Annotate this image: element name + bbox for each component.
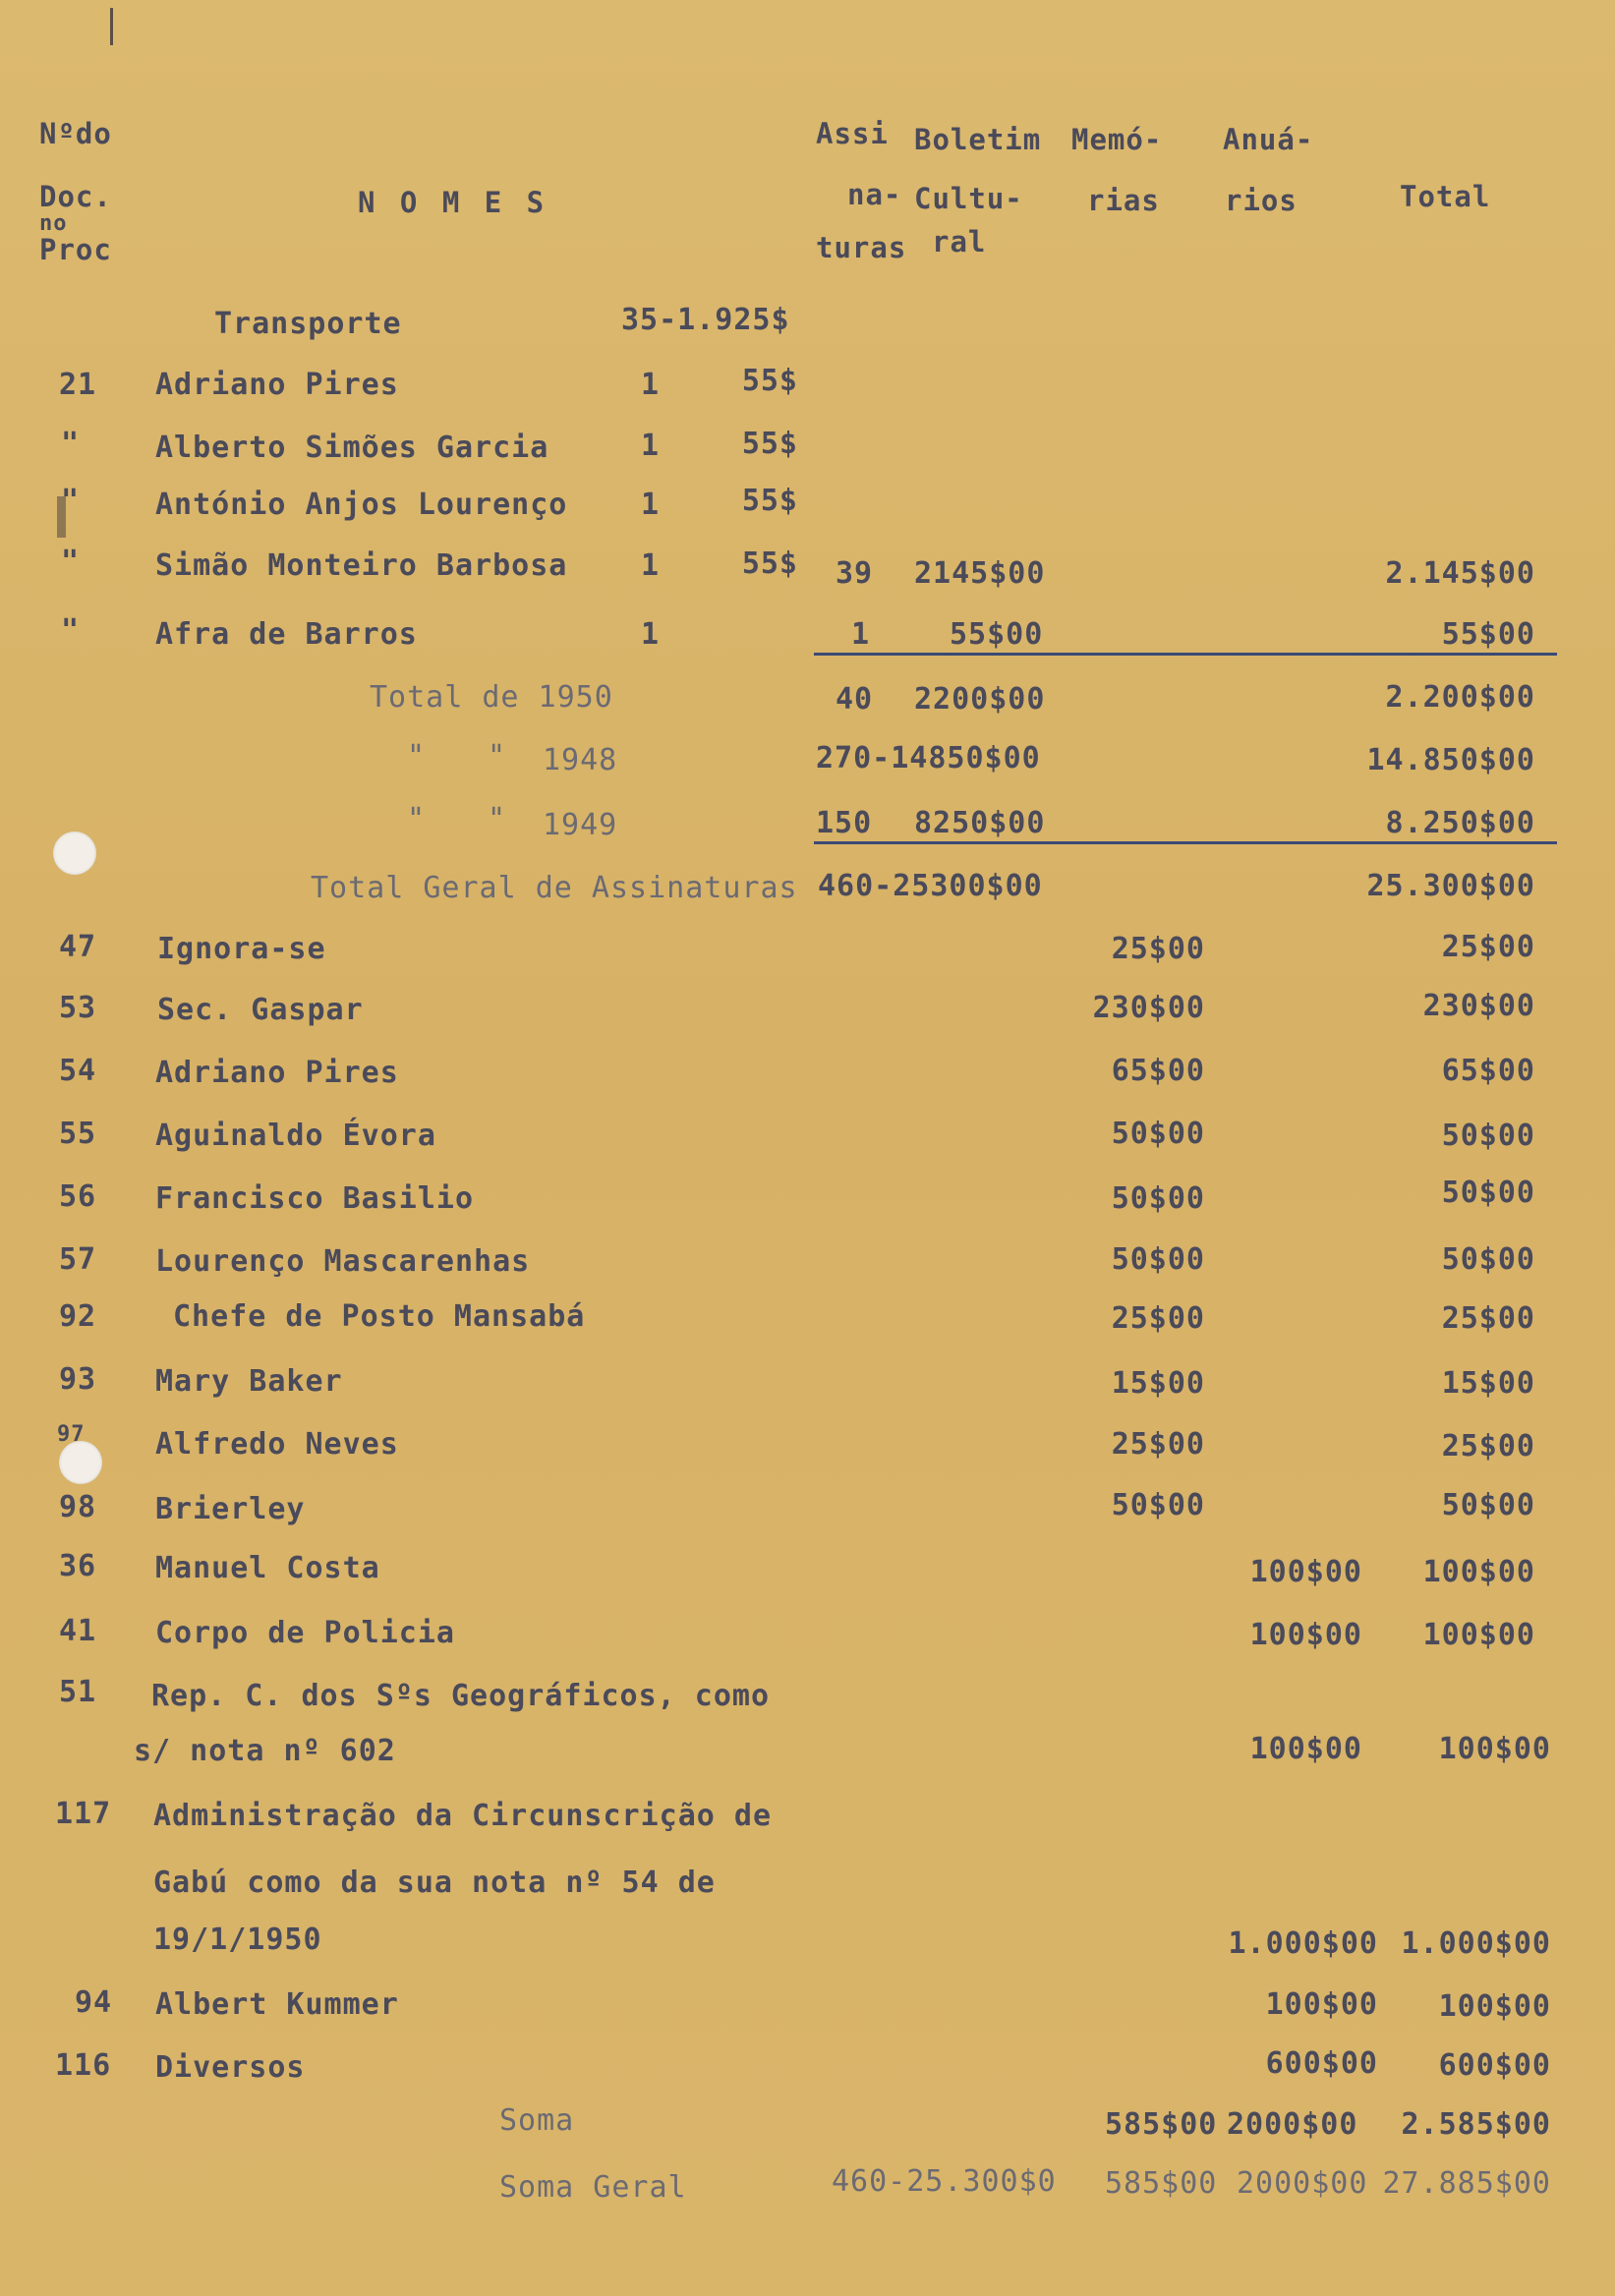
row-boletim: 2145$00 xyxy=(914,556,1046,591)
row-boletim: 55$00 xyxy=(950,617,1044,652)
header-doc: Doc. xyxy=(39,180,112,213)
row-memorias: 50$00 xyxy=(1111,1181,1205,1216)
header-anua: Anuá- xyxy=(1223,123,1314,156)
total-assinaturas: 40 xyxy=(836,682,874,717)
header-rias: rias xyxy=(1087,184,1160,217)
row-qty: 1 xyxy=(641,368,661,402)
row-name: Adriano Pires xyxy=(155,1056,399,1090)
row-total: 600$00 xyxy=(1438,2048,1551,2083)
underline-rule-1 xyxy=(814,653,1557,656)
row-doc-number: 94 xyxy=(75,1985,113,2020)
row-total: 50$00 xyxy=(1441,1119,1535,1153)
soma-total: 2.585$00 xyxy=(1401,2107,1551,2142)
row-name: Ignora-se xyxy=(157,932,326,966)
row-doc-number: 55 xyxy=(59,1117,97,1151)
row-total: 50$00 xyxy=(1441,1488,1535,1522)
header-ndo: Nºdo xyxy=(39,117,112,150)
header-rios: rios xyxy=(1225,184,1298,217)
row-name: Adriano Pires xyxy=(155,368,399,402)
row-name: Afra de Barros xyxy=(155,617,418,652)
row-memorias: 25$00 xyxy=(1111,1427,1205,1462)
row-doc-number: 98 xyxy=(59,1490,97,1524)
row-total: 50$00 xyxy=(1441,1242,1535,1277)
total-geral-value: 460-25300$00 xyxy=(818,869,1043,903)
total-total: 8.250$00 xyxy=(1385,806,1535,840)
row-doc-number: 47 xyxy=(59,930,97,964)
row-doc-number: 116 xyxy=(55,2048,112,2083)
row-amount: 55$ xyxy=(741,364,798,398)
row-doc-number: 93 xyxy=(59,1362,97,1397)
row-name: Lourenço Mascarenhas xyxy=(155,1244,531,1279)
row-doc-ditto: " xyxy=(61,484,81,518)
header-ral: ral xyxy=(932,225,987,258)
row-doc-ditto: " xyxy=(61,427,81,461)
row-name: Aguinaldo Évora xyxy=(155,1119,436,1153)
soma-geral-assinaturas: 460-25.300$0 xyxy=(832,2164,1057,2199)
row-doc-number: 56 xyxy=(59,1179,97,1214)
soma-anuarios: 2000$00 xyxy=(1227,2107,1358,2142)
row-anuarios: 100$00 xyxy=(1249,1732,1362,1766)
row-amount: 55$ xyxy=(741,427,798,461)
row-memorias: 25$00 xyxy=(1111,932,1205,966)
row-total: 25$00 xyxy=(1441,1301,1535,1336)
row-name: Mary Baker xyxy=(155,1364,343,1399)
row-memorias: 25$00 xyxy=(1111,1301,1205,1336)
ditto-mark: " xyxy=(488,802,507,836)
total-boletim: 2200$00 xyxy=(914,682,1046,717)
row-total: 1.000$00 xyxy=(1401,1926,1551,1961)
row-doc-ditto: " xyxy=(61,545,81,579)
row-qty: 1 xyxy=(641,617,661,652)
row-name: Simão Monteiro Barbosa xyxy=(155,548,568,583)
header-turas: turas xyxy=(816,231,907,264)
row-anuarios: 100$00 xyxy=(1249,1618,1362,1652)
row-total: 100$00 xyxy=(1438,1989,1551,2024)
row-anuarios: 100$00 xyxy=(1249,1555,1362,1589)
row-memorias: 65$00 xyxy=(1111,1054,1205,1088)
row-total: 50$00 xyxy=(1441,1176,1535,1210)
row-doc-number: 36 xyxy=(59,1549,97,1583)
row-doc-number: 92 xyxy=(59,1299,97,1334)
row-name: António Anjos Lourenço xyxy=(155,488,568,522)
total-year: 1949 xyxy=(543,808,618,842)
row-name: Brierley xyxy=(155,1492,306,1526)
total-assinaturas: 150 xyxy=(816,806,873,840)
row-anuarios: 600$00 xyxy=(1265,2046,1378,2081)
row-assinaturas: 39 xyxy=(836,556,874,591)
row-qty: 1 xyxy=(641,488,661,522)
header-cultu: Cultu- xyxy=(914,182,1023,215)
row-name-line1: Administração da Circunscrição de xyxy=(153,1799,773,1833)
row-assinaturas: 1 xyxy=(851,617,871,652)
row-name: Corpo de Policia xyxy=(155,1616,455,1650)
row-doc-number: 41 xyxy=(59,1614,97,1648)
ditto-mark: " xyxy=(488,739,507,774)
row-memorias: 50$00 xyxy=(1111,1242,1205,1277)
row-total: 2.145$00 xyxy=(1385,556,1535,591)
row-name-line3: 19/1/1950 xyxy=(153,1923,322,1957)
ditto-mark: " xyxy=(407,802,427,836)
soma-geral-label: Soma Geral xyxy=(499,2170,687,2205)
row-anuarios: 1.000$00 xyxy=(1228,1926,1378,1961)
total-total: 2.200$00 xyxy=(1385,680,1535,715)
row-doc-number: 54 xyxy=(59,1054,97,1088)
total-year: 1948 xyxy=(543,743,618,777)
header-no: no xyxy=(39,211,68,236)
soma-geral-total: 27.885$00 xyxy=(1382,2166,1551,2201)
margin-tick-mark xyxy=(110,8,113,45)
header-proc: Proc xyxy=(39,233,112,266)
row-memorias: 15$00 xyxy=(1111,1366,1205,1401)
header-boletim: Boletim xyxy=(914,123,1042,156)
row-name: Francisco Basilio xyxy=(155,1181,475,1216)
soma-label: Soma xyxy=(499,2103,575,2138)
row-name: Sec. Gaspar xyxy=(157,993,364,1027)
soma-geral-memorias: 585$00 xyxy=(1105,2166,1218,2201)
row-doc-number: 51 xyxy=(59,1675,97,1709)
row-amount: 55$ xyxy=(741,546,798,581)
underline-rule-2 xyxy=(814,841,1557,844)
row-doc-number: 117 xyxy=(55,1797,112,1831)
punch-hole-top xyxy=(53,832,96,875)
row-total: 15$00 xyxy=(1441,1366,1535,1401)
row-doc-number: 21 xyxy=(59,368,97,402)
row-name: Alberto Simões Garcia xyxy=(155,430,549,465)
transporte-value: 35-1.925$ xyxy=(621,303,790,337)
row-name: Albert Kummer xyxy=(155,1987,399,2022)
total-total: 14.850$00 xyxy=(1366,743,1535,777)
row-name: Diversos xyxy=(155,2050,306,2085)
row-amount: 55$ xyxy=(741,484,798,518)
total-assinaturas-boletim: 270-14850$00 xyxy=(816,741,1041,775)
row-total: 100$00 xyxy=(1422,1555,1535,1589)
header-nomes: N O M E S xyxy=(358,186,548,219)
row-total: 65$00 xyxy=(1441,1054,1535,1088)
row-doc-number: 97 xyxy=(57,1422,86,1447)
row-anuarios: 100$00 xyxy=(1265,1987,1378,2022)
header-total: Total xyxy=(1400,180,1491,213)
row-total: 25$00 xyxy=(1441,930,1535,964)
row-doc-ditto: " xyxy=(61,613,81,648)
row-total: 55$00 xyxy=(1441,617,1535,652)
row-name: Manuel Costa xyxy=(155,1551,380,1585)
row-total: 25$00 xyxy=(1441,1429,1535,1464)
total-geral-label: Total Geral de Assinaturas xyxy=(311,871,798,905)
header-na: na- xyxy=(847,178,902,211)
soma-geral-anuarios: 2000$00 xyxy=(1237,2166,1368,2201)
row-total: 100$00 xyxy=(1422,1618,1535,1652)
row-memorias: 50$00 xyxy=(1111,1488,1205,1522)
row-memorias: 50$00 xyxy=(1111,1117,1205,1151)
soma-memorias: 585$00 xyxy=(1105,2107,1218,2142)
total-geral-total: 25.300$00 xyxy=(1366,869,1535,903)
row-name-line1: Rep. C. dos Sºs Geográficos, como xyxy=(151,1679,771,1713)
total-boletim: 8250$00 xyxy=(914,806,1046,840)
row-qty: 1 xyxy=(641,548,661,583)
row-name-line2: s/ nota nº 602 xyxy=(134,1734,396,1768)
row-name-line2: Gabú como da sua nota nº 54 de xyxy=(153,1866,716,1900)
row-doc-number: 53 xyxy=(59,991,97,1025)
ditto-mark: " xyxy=(407,739,427,774)
header-memo: Memó- xyxy=(1071,123,1163,156)
row-qty: 1 xyxy=(641,429,661,463)
row-memorias: 230$00 xyxy=(1092,991,1205,1025)
row-total: 230$00 xyxy=(1422,989,1535,1023)
row-doc-number: 57 xyxy=(59,1242,97,1277)
header-assi: Assi xyxy=(816,117,889,150)
row-name: Chefe de Posto Mansabá xyxy=(173,1299,586,1334)
row-name: Alfredo Neves xyxy=(155,1427,399,1462)
transporte-label: Transporte xyxy=(214,307,402,341)
row-total: 100$00 xyxy=(1438,1732,1551,1766)
total-label: Total de 1950 xyxy=(370,680,613,715)
